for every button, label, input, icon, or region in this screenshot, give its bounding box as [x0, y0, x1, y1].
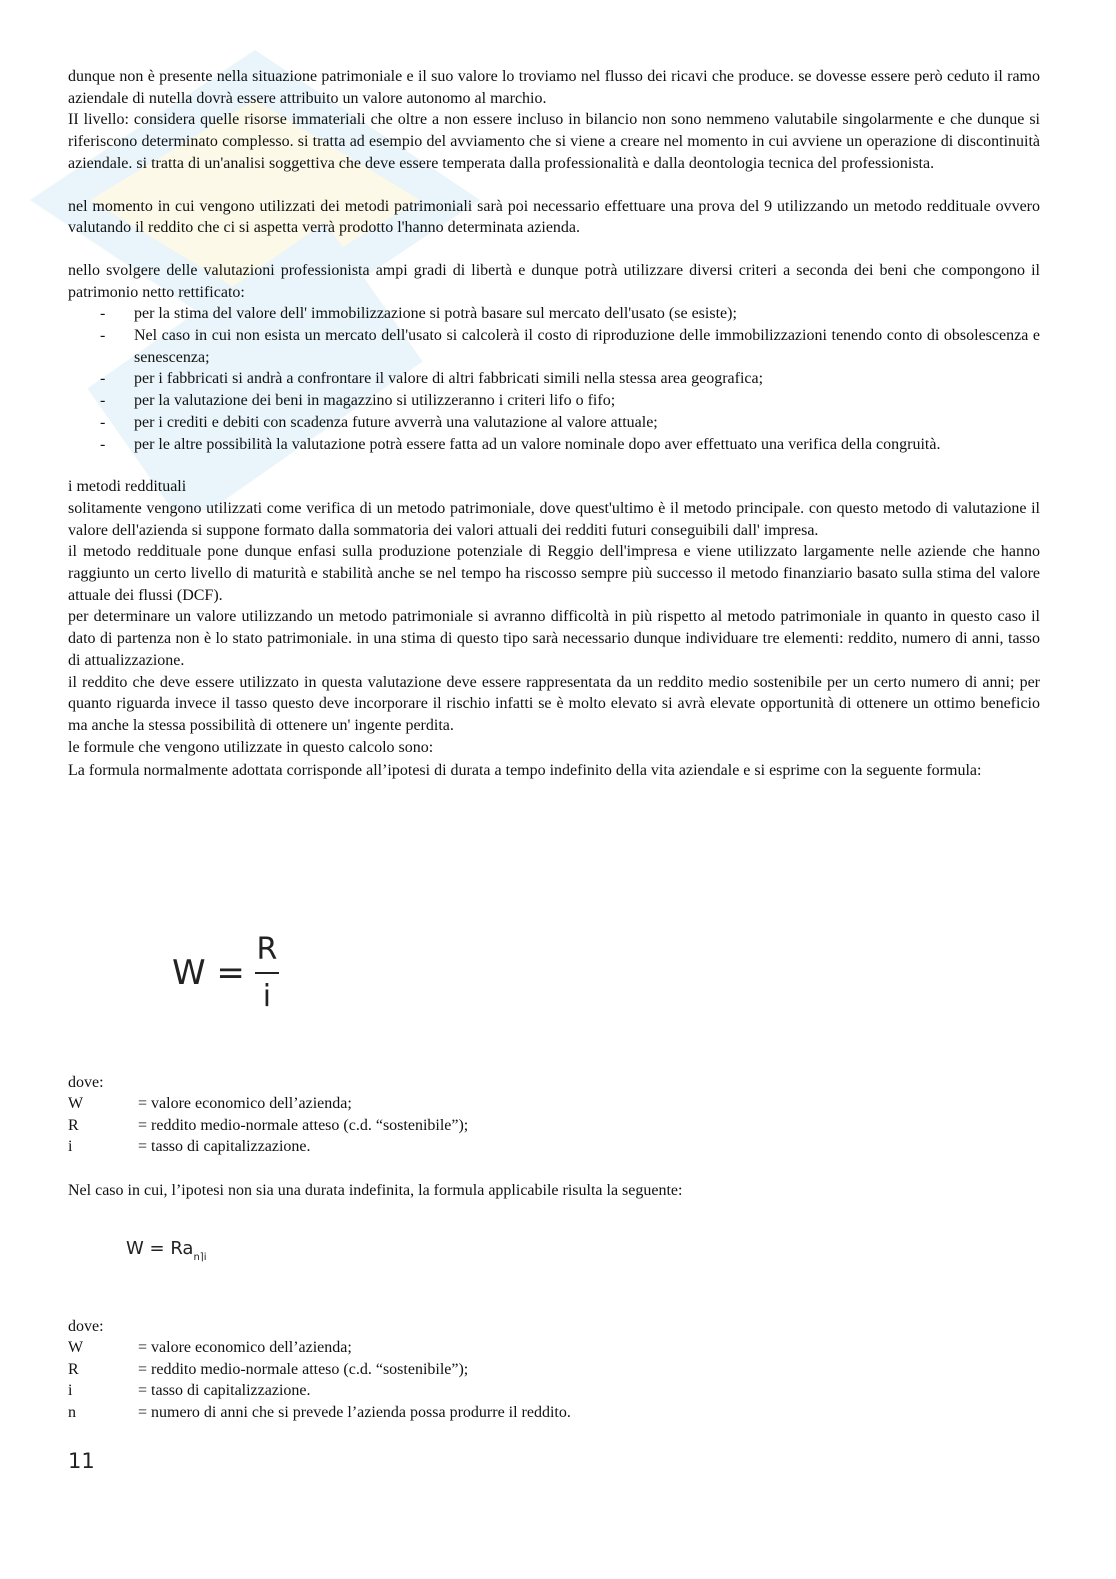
- definition-row: W = valore economico dell’azienda;: [68, 1095, 352, 1113]
- list-item: - per la valutazione dei beni in magazzino si utilizzeranno i criteri lifo o fifo;: [100, 392, 616, 410]
- paragraph: La formula normalmente adottata corrisponde all’ipotesi di durata a tempo indefinito della vita aziendale e si esprime con la seguente formula:: [68, 762, 982, 780]
- criteria-list: [68, 303, 1040, 455]
- formula-fraction: [255, 932, 279, 1014]
- definition-row: R = reddito medio-normale atteso (c.d. “sostenibile”);: [68, 1360, 469, 1378]
- definitions-2: [68, 1316, 571, 1423]
- formula-numerator: R: [256, 932, 278, 967]
- definition-row: n = numero di anni che si prevede l’azienda possa produrre il reddito.: [68, 1403, 571, 1421]
- list-item: - per i crediti e debiti con scadenza future avverrà una valutazione al valore attuale;: [100, 413, 658, 431]
- definition-row: i = tasso di capitalizzazione.: [68, 1138, 311, 1156]
- dove-label: dove:: [68, 1318, 104, 1335]
- paragraph: dunque non è presente nella situazione patrimoniale e il suo valore lo troviamo nel flusso dei ricavi che produce. se dovesse essere però ceduto il ramo aziendale di nutella dovrà essere attribuito un valore autonomo al marchio.: [68, 68, 1040, 107]
- formula2-main: W = Ra: [126, 1238, 194, 1259]
- paragraph: nel momento in cui vengono utilizzati dei metodi patrimoniali sarà poi necessario effettuare una prova del 9 utilizzando un metodo reddituale ovvero valutando il reddito che ci si aspetta verrà prodotto l'hanno determinata azienda.: [68, 197, 1040, 237]
- page-number: 11: [68, 1449, 95, 1473]
- formula-finite: [126, 1238, 207, 1263]
- definition-row: i = tasso di capitalizzazione.: [68, 1382, 311, 1400]
- fraction-bar: [255, 972, 279, 974]
- formula-perpetual: [172, 932, 279, 1014]
- paragraph: il metodo reddituale pone dunque enfasi sulla produzione potenziale di Reggio dell'impresa e viene utilizzato largamente nelle aziende che hanno raggiunto un certo livello di maturità e stabilità anche se nel tempo ha riscosso sempre più successo il metodo finanziario basato sulla stima del valore attuale dei flussi (DCF).: [68, 543, 1040, 604]
- paragraph: solitamente vengono utilizzati come verifica di un metodo patrimoniale, dove quest'ultimo è il metodo principale. con questo metodo di valutazione il valore dell'azienda si suppone formato dalla sommatoria dei valori attuali dei redditi futuri conseguibili dall' impresa.: [68, 499, 1040, 539]
- formula2-intro: Nel caso in cui, l’ipotesi non sia una durata indefinita, la formula applicabile risulta la seguente:: [68, 1182, 683, 1199]
- list-item: - Nel caso in cui non esista un mercato dell'usato si calcolerà il costo di riproduzione delle immobilizzazioni tenendo conto di obsolescenza e senescenza;: [100, 327, 1040, 366]
- definition-row: R = reddito medio-normale atteso (c.d. “sostenibile”);: [68, 1116, 469, 1134]
- paragraph: nello svolgere delle valutazioni professionista ampi gradi di libertà e dunque potrà utilizzare diversi criteri a seconda dei beni che compongono il patrimonio netto rettificato:: [68, 261, 1040, 301]
- definition-row: W = valore economico dell’azienda;: [68, 1339, 352, 1357]
- paragraph: il reddito che deve essere utilizzato in questa valutazione deve essere rappresentata da un reddito medio sostenibile per un certo numero di anni; per quanto riguarda invece il tasso questo deve incorporare il rischio infatti se è molto elevato si avrà elevate opportunità di ottenere un ottimo beneficio ma anche la stessa possibilità di ottenere un' ingente perdita.: [68, 673, 1040, 734]
- list-item: - per la stima del valore dell' immobilizzazione si potrà basare sul mercato dell'usato (se esiste);: [100, 305, 737, 323]
- formula2-subscript: n⌉i: [193, 1252, 207, 1263]
- section-heading: i metodi reddituali: [68, 478, 187, 496]
- definitions-1: [68, 1072, 468, 1158]
- list-item: - per le altre possibilità la valutazione potrà essere fatta ad un valore nominale dopo aver effettuato una verifica della congruità.: [100, 435, 941, 453]
- paragraph: II livello: considera quelle risorse immateriali che oltre a non essere incluso in bilancio non sono nemmeno valutabile singolarmente e che dunque si riferiscono determinato complesso. si tratta ad esempio del avviamento che si viene a creare nel momento in cui avviene un operazione di discontinuità aziendale. si tratta di un'analisi soggettiva che deve essere temperata dalla professionalità e dalla deontologia tecnica del professionista.: [68, 111, 1040, 172]
- top-section: [68, 66, 1040, 784]
- formula-denominator: i: [262, 979, 272, 1014]
- list-item: - per i fabbricati si andrà a confrontare il valore di altri fabbricati simili nella stessa area geografica;: [100, 370, 764, 388]
- dove-label: dove:: [68, 1074, 104, 1091]
- paragraph: per determinare un valore utilizzando un metodo patrimoniale si avranno difficoltà in più rispetto al metodo patrimoniale in quanto in questo caso il dato di partenza non è lo stato patrimoniale. in una stima di questo tipo sarà necessario dunque individuare tre elementi: reddito, numero di anni, tasso di attualizzazione.: [68, 608, 1040, 669]
- formula-lhs: W =: [172, 953, 245, 993]
- paragraph: le formule che vengono utilizzate in questo calcolo sono:: [68, 738, 434, 756]
